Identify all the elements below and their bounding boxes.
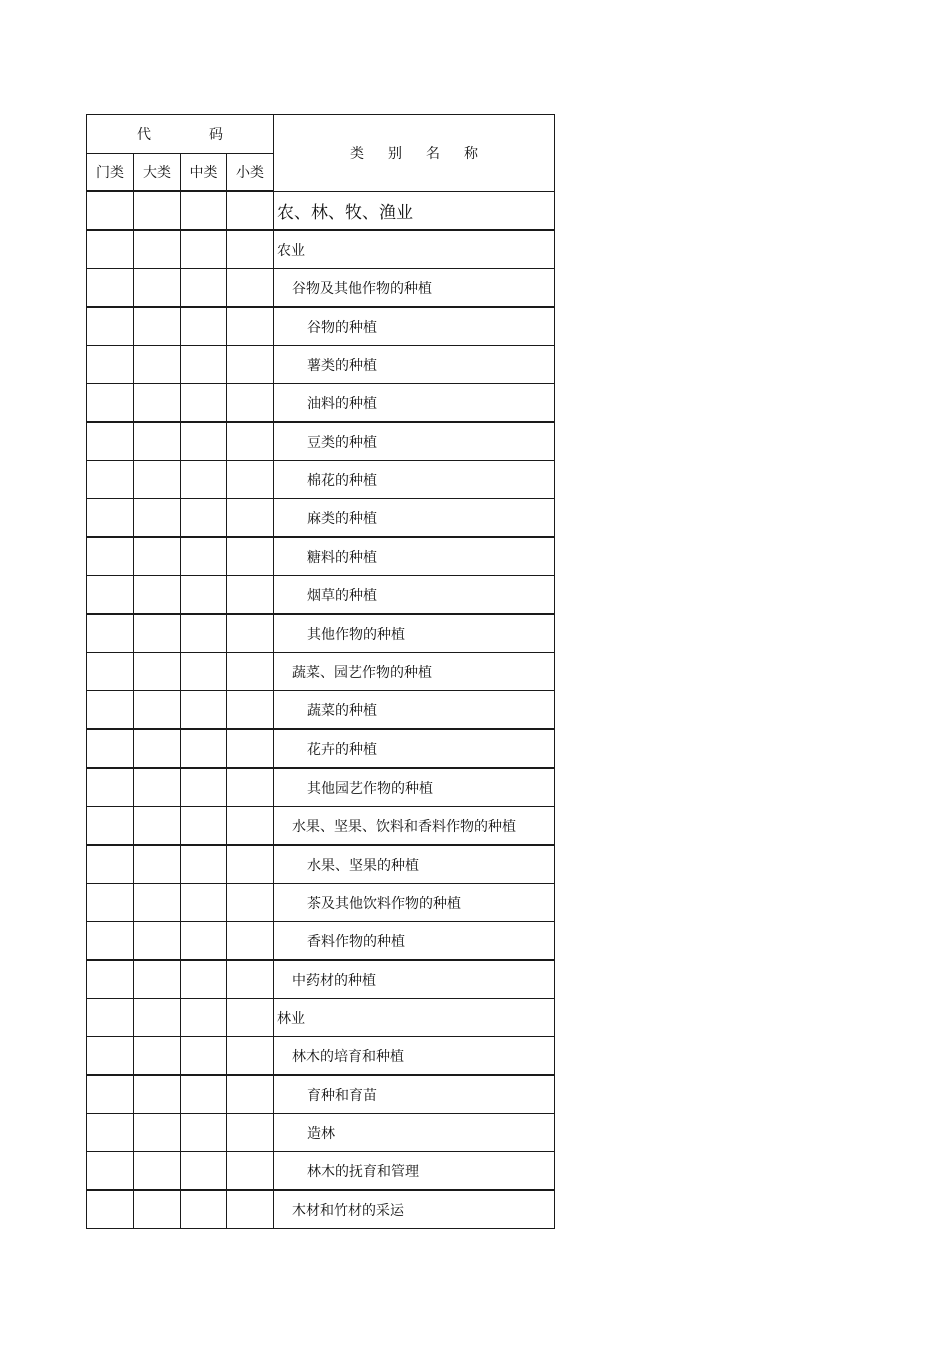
category-name-cell: 蔬菜、园艺作物的种植 [274, 653, 555, 691]
industry-code-table [86, 114, 555, 1229]
header-row-top [87, 115, 555, 154]
class-code-cell[interactable] [227, 884, 274, 922]
group-code-cell[interactable] [181, 191, 227, 230]
section-code-cell[interactable] [87, 960, 134, 999]
division-code-cell[interactable] [134, 461, 181, 499]
section-code-cell[interactable] [87, 884, 134, 922]
class-code-cell[interactable] [227, 729, 274, 768]
col-header-class: 小类 [227, 154, 274, 192]
category-name-cell: 农业 [274, 230, 555, 269]
category-name-cell: 茶及其他饮料作物的种植 [274, 884, 555, 922]
section-code-cell[interactable] [87, 691, 134, 730]
division-code-cell[interactable] [134, 537, 181, 576]
class-code-cell[interactable] [227, 960, 274, 999]
class-code-cell[interactable] [227, 807, 274, 846]
group-code-cell[interactable] [181, 1152, 227, 1191]
group-code-cell[interactable] [181, 537, 227, 576]
section-code-cell[interactable] [87, 614, 134, 653]
group-code-cell[interactable] [181, 307, 227, 346]
class-code-cell[interactable] [227, 1037, 274, 1076]
division-code-cell[interactable] [134, 1114, 181, 1152]
group-code-cell[interactable] [181, 269, 227, 308]
col-header-group: 中类 [181, 154, 227, 192]
division-code-cell[interactable] [134, 884, 181, 922]
class-code-cell[interactable] [227, 499, 274, 538]
class-code-cell[interactable] [227, 1190, 274, 1229]
section-code-cell[interactable] [87, 1114, 134, 1152]
category-name-cell: 薯类的种植 [274, 346, 555, 384]
division-code-cell[interactable] [134, 614, 181, 653]
category-name-cell: 棉花的种植 [274, 461, 555, 499]
division-code-cell[interactable] [134, 346, 181, 384]
table-row [87, 1037, 555, 1076]
name-label-char-2: 别 [388, 145, 402, 162]
section-code-cell[interactable] [87, 346, 134, 384]
group-code-cell[interactable] [181, 999, 227, 1037]
group-code-cell[interactable] [181, 346, 227, 384]
table-row [87, 922, 555, 961]
group-code-cell[interactable] [181, 691, 227, 730]
group-code-cell[interactable] [181, 884, 227, 922]
division-code-cell[interactable] [134, 230, 181, 269]
section-code-cell[interactable] [87, 845, 134, 884]
category-name-cell: 木材和竹材的采运 [274, 1190, 555, 1229]
division-code-cell[interactable] [134, 729, 181, 768]
code-label-second-char: 码 [209, 127, 223, 143]
category-name-cell: 花卉的种植 [274, 729, 555, 768]
class-code-cell[interactable] [227, 576, 274, 615]
table-row [87, 537, 555, 576]
table-row [87, 576, 555, 615]
group-code-cell[interactable] [181, 729, 227, 768]
division-code-cell[interactable] [134, 1190, 181, 1229]
class-code-cell[interactable] [227, 269, 274, 308]
code-label-first-char: 代 [137, 127, 151, 143]
section-code-cell[interactable] [87, 537, 134, 576]
code-group-header [87, 115, 274, 154]
category-name-cell: 中药材的种植 [274, 960, 555, 999]
table-row [87, 1114, 555, 1152]
group-code-cell[interactable] [181, 1075, 227, 1114]
group-code-cell[interactable] [181, 653, 227, 691]
group-code-cell[interactable] [181, 1114, 227, 1152]
section-code-cell[interactable] [87, 576, 134, 615]
category-name-cell: 其他作物的种植 [274, 614, 555, 653]
category-name-cell: 烟草的种植 [274, 576, 555, 615]
class-code-cell[interactable] [227, 537, 274, 576]
table-row [87, 346, 555, 384]
category-name-cell: 造林 [274, 1114, 555, 1152]
division-code-cell[interactable] [134, 1037, 181, 1076]
category-name-cell: 蔬菜的种植 [274, 691, 555, 730]
section-code-cell[interactable] [87, 269, 134, 308]
table-row [87, 1190, 555, 1229]
table-row [87, 960, 555, 999]
class-code-cell[interactable] [227, 384, 274, 423]
category-name-cell: 水果、坚果、饮料和香料作物的种植 [274, 807, 555, 846]
section-code-cell[interactable] [87, 768, 134, 807]
table-row [87, 384, 555, 423]
table-row [87, 691, 555, 730]
category-name-cell: 林木的抚育和管理 [274, 1152, 555, 1191]
group-code-cell[interactable] [181, 422, 227, 461]
group-code-cell[interactable] [181, 1190, 227, 1229]
section-code-cell[interactable] [87, 191, 134, 230]
division-code-cell[interactable] [134, 269, 181, 308]
class-code-cell[interactable] [227, 461, 274, 499]
group-code-cell[interactable] [181, 922, 227, 961]
class-code-cell[interactable] [227, 307, 274, 346]
class-code-cell[interactable] [227, 845, 274, 884]
category-name-cell: 谷物的种植 [274, 307, 555, 346]
group-code-cell[interactable] [181, 768, 227, 807]
section-code-cell[interactable] [87, 1152, 134, 1191]
table-row [87, 499, 555, 538]
table-row [87, 230, 555, 269]
category-name-cell: 香料作物的种植 [274, 922, 555, 961]
table-row [87, 768, 555, 807]
division-code-cell[interactable] [134, 999, 181, 1037]
group-code-cell[interactable] [181, 499, 227, 538]
table-row [87, 1152, 555, 1191]
section-code-cell[interactable] [87, 230, 134, 269]
category-name-cell: 豆类的种植 [274, 422, 555, 461]
section-code-cell[interactable] [87, 999, 134, 1037]
category-name-cell: 水果、坚果的种植 [274, 845, 555, 884]
division-code-cell[interactable] [134, 922, 181, 961]
section-code-cell[interactable] [87, 499, 134, 538]
section-code-cell[interactable] [87, 729, 134, 768]
class-code-cell[interactable] [227, 1152, 274, 1191]
category-name-cell: 林木的培育和种植 [274, 1037, 555, 1076]
class-code-cell[interactable] [227, 346, 274, 384]
table-row [87, 845, 555, 884]
table-body [87, 191, 555, 1229]
col-header-division: 大类 [134, 154, 181, 192]
division-code-cell[interactable] [134, 576, 181, 615]
division-code-cell[interactable] [134, 653, 181, 691]
table-row [87, 999, 555, 1037]
section-code-cell[interactable] [87, 1190, 134, 1229]
division-code-cell[interactable] [134, 807, 181, 846]
category-name-cell: 糖料的种植 [274, 537, 555, 576]
section-code-cell[interactable] [87, 653, 134, 691]
class-code-cell[interactable] [227, 768, 274, 807]
category-name-header [274, 115, 555, 192]
group-code-cell[interactable] [181, 807, 227, 846]
class-code-cell[interactable] [227, 230, 274, 269]
table-row [87, 461, 555, 499]
division-code-cell[interactable] [134, 845, 181, 884]
division-code-cell[interactable] [134, 691, 181, 730]
group-code-cell[interactable] [181, 461, 227, 499]
class-code-cell[interactable] [227, 614, 274, 653]
class-code-cell[interactable] [227, 653, 274, 691]
section-code-cell[interactable] [87, 307, 134, 346]
table-row [87, 422, 555, 461]
section-code-cell[interactable] [87, 1075, 134, 1114]
class-code-cell[interactable] [227, 422, 274, 461]
section-code-cell[interactable] [87, 922, 134, 961]
table-row [87, 269, 555, 308]
group-code-cell[interactable] [181, 1037, 227, 1076]
col-header-section: 门类 [87, 154, 134, 192]
category-name-cell: 林业 [274, 999, 555, 1037]
section-code-cell[interactable] [87, 461, 134, 499]
group-code-cell[interactable] [181, 230, 227, 269]
group-code-cell[interactable] [181, 960, 227, 999]
table-row [87, 884, 555, 922]
class-code-cell[interactable] [227, 1075, 274, 1114]
class-code-cell[interactable] [227, 922, 274, 961]
category-name-cell: 农、林、牧、渔业 [274, 191, 555, 230]
table-row [87, 614, 555, 653]
name-label-char-1: 类 [350, 145, 364, 162]
section-code-cell[interactable] [87, 384, 134, 423]
category-name-cell: 其他园艺作物的种植 [274, 768, 555, 807]
division-code-cell[interactable] [134, 768, 181, 807]
name-label-char-3: 名 [426, 145, 440, 162]
category-name-cell: 育种和育苗 [274, 1075, 555, 1114]
name-label-char-4: 称 [464, 145, 478, 162]
table-row [87, 1075, 555, 1114]
division-code-cell[interactable] [134, 384, 181, 423]
group-code-cell[interactable] [181, 384, 227, 423]
division-code-cell[interactable] [134, 1075, 181, 1114]
division-code-cell[interactable] [134, 960, 181, 999]
group-code-cell[interactable] [181, 845, 227, 884]
division-code-cell[interactable] [134, 499, 181, 538]
table-row [87, 653, 555, 691]
group-code-cell[interactable] [181, 614, 227, 653]
category-name-cell: 麻类的种植 [274, 499, 555, 538]
class-code-cell[interactable] [227, 999, 274, 1037]
section-code-cell[interactable] [87, 1037, 134, 1076]
classification-sheet [86, 114, 555, 1229]
class-code-cell[interactable] [227, 191, 274, 230]
class-code-cell[interactable] [227, 1114, 274, 1152]
division-code-cell[interactable] [134, 307, 181, 346]
category-name-cell: 谷物及其他作物的种植 [274, 269, 555, 308]
section-code-cell[interactable] [87, 807, 134, 846]
section-code-cell[interactable] [87, 422, 134, 461]
category-name-cell: 油料的种植 [274, 384, 555, 423]
class-code-cell[interactable] [227, 691, 274, 730]
division-code-cell[interactable] [134, 1152, 181, 1191]
division-code-cell[interactable] [134, 191, 181, 230]
division-code-cell[interactable] [134, 422, 181, 461]
group-code-cell[interactable] [181, 576, 227, 615]
table-row [87, 307, 555, 346]
table-row [87, 729, 555, 768]
table-row [87, 807, 555, 846]
table-row [87, 191, 555, 230]
